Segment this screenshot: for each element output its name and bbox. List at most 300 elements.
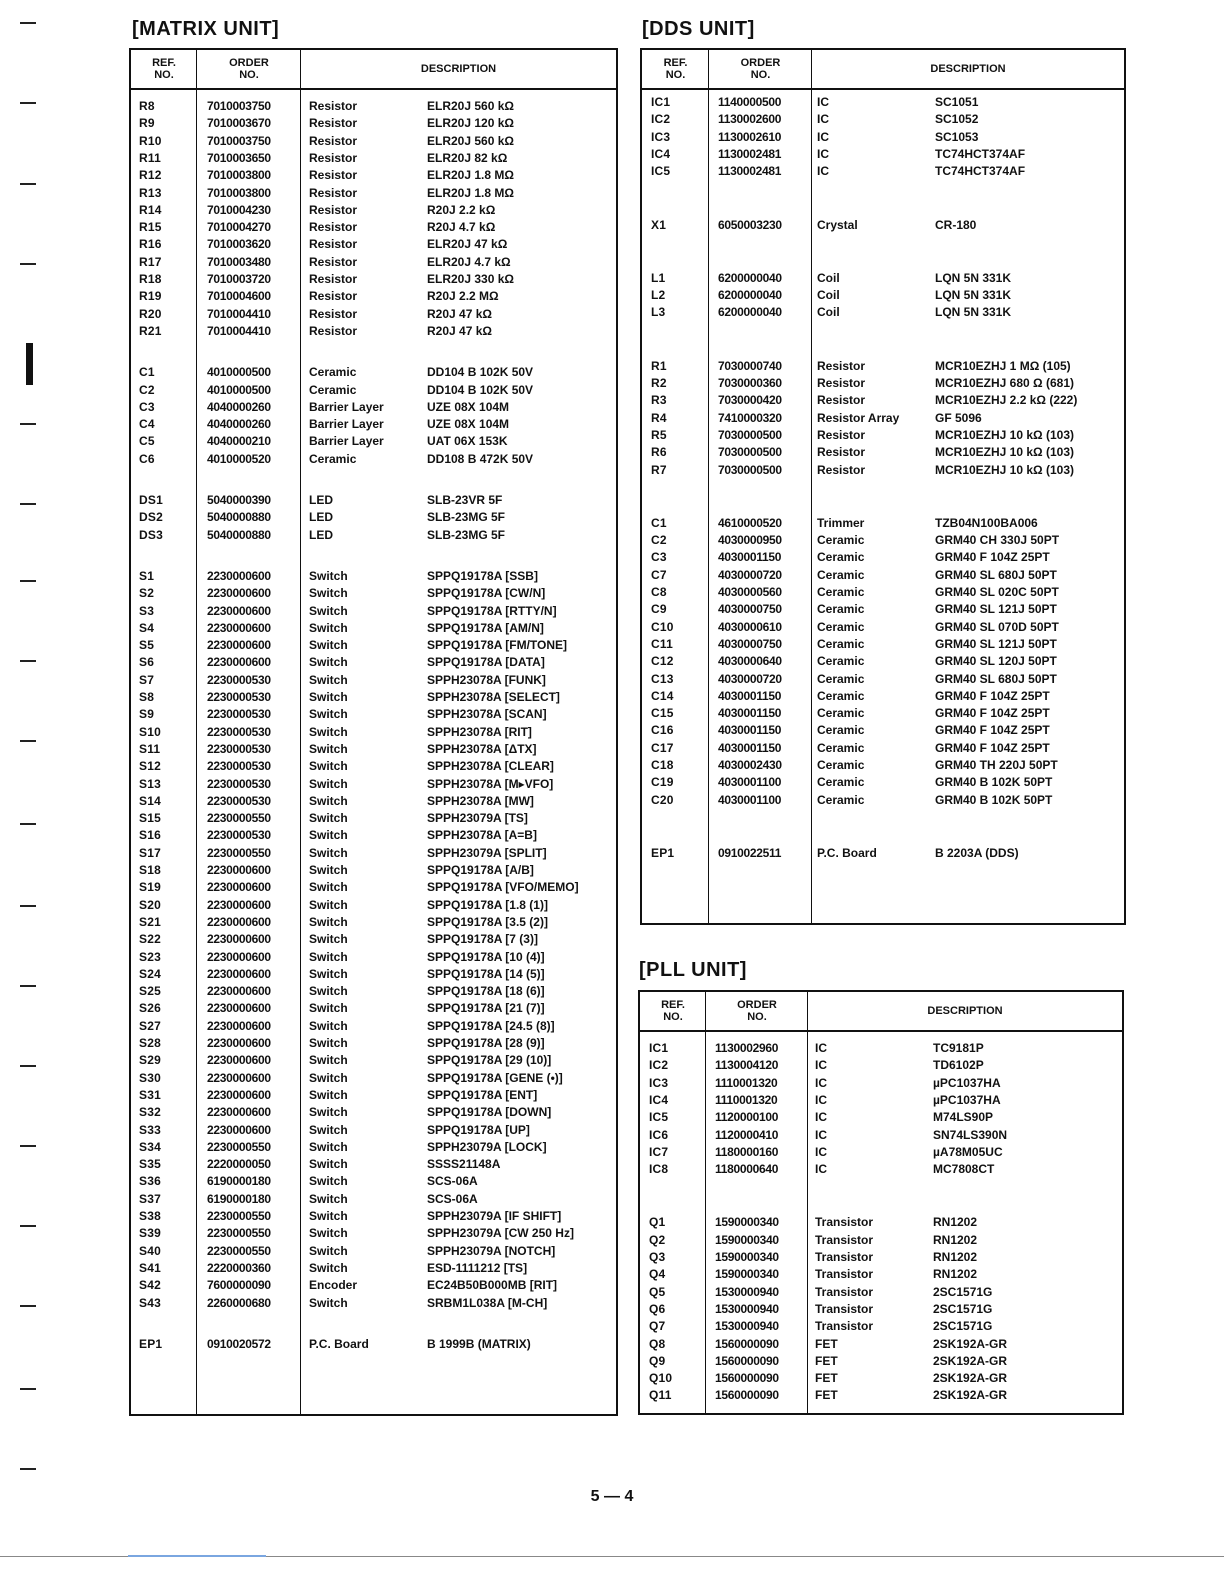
part-value-cell: 2SC1571G — [933, 1284, 993, 1299]
table-row — [131, 323, 616, 340]
table-row — [640, 1144, 1122, 1161]
table-row — [131, 1000, 616, 1017]
ref-no-cell: S35 — [139, 1157, 161, 1172]
description-header: DESCRIPTION — [420, 63, 497, 75]
part-value-cell: SPPQ19178A [RTTY/N] — [427, 603, 557, 618]
part-value-cell: GRM40 F 104Z 25PT — [935, 550, 1050, 565]
order-no-cell: 7030000500 — [718, 427, 782, 442]
part-value-cell: GRM40 F 104Z 25PT — [935, 723, 1050, 738]
part-type-cell: Switch — [309, 741, 348, 756]
table-row — [640, 1075, 1122, 1092]
part-value-cell: RN1202 — [933, 1215, 978, 1230]
table-row — [131, 1225, 616, 1242]
order-no-cell: 1130002481 — [718, 146, 782, 161]
order-no-cell: 7030000360 — [718, 376, 782, 390]
table-row — [640, 1040, 1122, 1057]
table-row — [642, 304, 1124, 321]
ref-no-cell: IC8 — [649, 1162, 669, 1177]
table-row — [642, 217, 1124, 234]
part-value-cell: 2SK192A-GR — [933, 1388, 1008, 1403]
ref-no-cell: S43 — [139, 1295, 161, 1310]
part-value-cell: SPPQ19178A [10 (4)] — [427, 949, 545, 964]
ref-no-cell: IC5 — [651, 164, 671, 179]
order-no-cell: 2230000600 — [207, 880, 271, 895]
table-row — [640, 1249, 1122, 1266]
part-type-cell: Switch — [309, 811, 348, 826]
ref-no-cell: S17 — [139, 845, 161, 860]
ref-no-cell: S31 — [139, 1087, 161, 1102]
order-no-cell: 2230000530 — [207, 707, 271, 722]
ref-no-cell: C3 — [139, 399, 155, 414]
part-value-cell: DD108 B 472K 50V — [427, 451, 534, 466]
part-value-cell: GRM40 TH 220J 50PT — [935, 758, 1058, 772]
ref-no-cell: S1 — [139, 568, 155, 583]
part-type-cell: IC — [817, 146, 829, 161]
part-value-cell: B 1999B (MATRIX) — [427, 1336, 531, 1351]
part-value-cell: SPPH23078A [SELECT] — [427, 690, 560, 704]
part-value-cell: GRM40 B 102K 50PT — [935, 775, 1053, 790]
part-type-cell: Resistor — [309, 202, 358, 217]
part-type-cell: FET — [815, 1336, 838, 1351]
part-value-cell: SPPQ19178A [3.5 (2)] — [427, 914, 548, 929]
part-type-cell: Switch — [309, 1295, 348, 1310]
order-no-cell: 4040000260 — [207, 399, 271, 414]
ref-no-cell: R8 — [139, 99, 155, 113]
part-value-cell: SPPQ19178A [1.8 (1)] — [427, 897, 548, 912]
part-value-cell: SPPH23078A [SCAN] — [427, 707, 547, 722]
part-type-cell: IC — [815, 1162, 827, 1177]
part-type-cell: Resistor — [309, 99, 358, 113]
order-no-cell: 7010004410 — [207, 306, 271, 321]
part-value-cell: SPPH23079A [IF SHIFT] — [427, 1209, 562, 1223]
table-row — [131, 620, 616, 637]
table-row — [131, 1173, 616, 1190]
ref-no-cell: Q5 — [649, 1284, 666, 1299]
ref-no-cell: S38 — [139, 1209, 161, 1223]
table-row — [131, 271, 616, 288]
order-no-cell: 1130002960 — [715, 1041, 779, 1055]
table-row — [131, 1243, 616, 1260]
order-no-cell: 2230000530 — [207, 759, 271, 774]
table-row — [642, 375, 1124, 392]
ref-no-cell: S11 — [139, 741, 161, 756]
order-no-cell: 1530000940 — [715, 1319, 779, 1334]
order-no-cell: 7010003480 — [207, 254, 271, 269]
table-row — [131, 1104, 616, 1121]
part-value-cell: 2SK192A-GR — [933, 1353, 1008, 1368]
part-value-cell: SCS-06A — [427, 1174, 478, 1189]
order-no-cell: 2230000530 — [207, 776, 271, 791]
part-type-cell: Transistor — [815, 1267, 874, 1282]
punch-mark — [20, 263, 36, 265]
table-row — [131, 897, 616, 914]
order-no-cell: 2230000600 — [207, 863, 271, 877]
table-row — [131, 810, 616, 827]
part-type-cell: Ceramic — [309, 382, 357, 397]
ref-no-cell: X1 — [651, 217, 667, 232]
part-type-cell: IC — [815, 1144, 827, 1159]
order-no-cell: 4030000560 — [718, 585, 782, 599]
part-type-cell: Resistor — [309, 220, 358, 235]
ref-no-cell: C17 — [651, 740, 674, 755]
part-type-cell: Resistor — [309, 116, 358, 131]
ref-no-header: REF. NO. — [152, 57, 176, 81]
part-value-cell: ELR20J 560 kΩ — [427, 133, 515, 148]
order-no-cell: 1130002481 — [718, 164, 782, 179]
table-row — [640, 1370, 1122, 1387]
order-no-cell: 6200000040 — [718, 288, 782, 303]
ref-no-cell: R19 — [139, 289, 162, 304]
table-header — [640, 992, 1122, 1032]
part-type-cell: Ceramic — [817, 792, 865, 807]
part-type-cell: IC — [817, 95, 829, 109]
part-type-cell: P.C. Board — [309, 1336, 369, 1351]
table-row — [131, 879, 616, 896]
ref-no-cell: S29 — [139, 1053, 161, 1068]
ref-no-cell: S3 — [139, 603, 155, 618]
order-no-cell: 2230000600 — [207, 568, 271, 583]
table-row — [642, 619, 1124, 636]
part-value-cell: ELR20J 330 kΩ — [427, 272, 515, 286]
part-type-cell: Ceramic — [817, 602, 865, 617]
order-no-cell: 7030000420 — [718, 393, 782, 408]
part-type-cell: Ceramic — [309, 365, 357, 380]
ref-no-cell: S42 — [139, 1278, 161, 1293]
table-row — [642, 845, 1124, 862]
order-no-cell: 4030000640 — [718, 654, 782, 669]
ref-no-cell: Q9 — [649, 1353, 666, 1368]
part-type-cell: Switch — [309, 1260, 348, 1275]
table-row — [642, 163, 1124, 180]
part-value-cell: TD6102P — [933, 1058, 984, 1073]
order-no-cell: 1590000340 — [715, 1250, 779, 1264]
part-value-cell: SPPH23078A [RIT] — [427, 724, 532, 739]
part-type-cell: IC — [815, 1110, 827, 1125]
part-type-cell: Resistor — [309, 237, 358, 252]
ref-no-cell: S41 — [139, 1260, 161, 1275]
ref-no-cell: R7 — [651, 462, 667, 477]
part-value-cell: MCR10EZHJ 2.2 kΩ (222) — [935, 393, 1078, 408]
order-no-cell: 5040000880 — [207, 510, 271, 525]
part-value-cell: MCR10EZHJ 10 kΩ (103) — [935, 427, 1075, 442]
table-row — [131, 603, 616, 620]
ref-no-cell: Q3 — [649, 1250, 666, 1264]
order-no-cell: 6190000180 — [207, 1191, 271, 1206]
part-type-cell: Switch — [309, 949, 348, 964]
table-row — [642, 688, 1124, 705]
part-value-cell: M74LS90P — [933, 1110, 994, 1125]
ref-no-cell: S18 — [139, 863, 161, 877]
ref-no-cell: S12 — [139, 759, 161, 774]
table-row — [640, 1301, 1122, 1318]
part-value-cell: MCR10EZHJ 1 MΩ (105) — [935, 358, 1071, 373]
order-no-cell: 0910022511 — [718, 845, 782, 860]
table-row — [131, 254, 616, 271]
ref-no-cell: S8 — [139, 690, 155, 704]
matrix-parts-table — [129, 48, 618, 1416]
table-row — [131, 306, 616, 323]
ref-no-cell: S30 — [139, 1070, 161, 1085]
punch-mark — [20, 183, 36, 185]
order-no-cell: 4040000260 — [207, 417, 271, 432]
part-value-cell: R20J 47 kΩ — [427, 306, 492, 321]
part-value-cell: ELR20J 1.8 MΩ — [427, 168, 514, 183]
ref-no-header: REF. NO. — [663, 57, 688, 81]
punch-mark — [20, 580, 36, 582]
part-type-cell: Switch — [309, 1087, 348, 1102]
part-type-cell: Switch — [309, 880, 348, 895]
table-row — [642, 601, 1124, 618]
order-no-cell: 1130002610 — [718, 129, 782, 144]
table-row — [131, 1087, 616, 1104]
ref-no-cell: R4 — [651, 410, 667, 425]
order-no-cell: 0910020572 — [207, 1336, 271, 1351]
table-row — [131, 416, 616, 433]
part-value-cell: 2SK192A-GR — [933, 1336, 1008, 1351]
ref-no-cell: C9 — [651, 602, 667, 617]
order-no-cell: 1180000160 — [715, 1144, 779, 1159]
ref-no-cell: C12 — [651, 654, 674, 669]
order-no-cell: 2230000600 — [207, 586, 271, 601]
part-type-cell: Switch — [309, 1209, 348, 1223]
ref-no-cell: IC5 — [649, 1110, 669, 1125]
part-type-cell: Switch — [309, 1001, 348, 1016]
part-type-cell: Ceramic — [817, 619, 865, 634]
part-value-cell: GRM40 SL 120J 50PT — [935, 654, 1057, 669]
ref-no-cell: R17 — [139, 254, 162, 269]
order-no-cell: 2230000600 — [207, 1105, 271, 1120]
scan-strip — [128, 1555, 266, 1557]
part-type-cell: IC — [815, 1092, 827, 1107]
description-header: DESCRIPTION — [930, 63, 1006, 75]
part-value-cell: RN1202 — [933, 1267, 978, 1282]
ref-no-cell: DS1 — [139, 493, 163, 507]
part-type-cell: Switch — [309, 1122, 348, 1137]
table-row — [642, 270, 1124, 287]
punch-mark — [20, 1305, 36, 1307]
table-row — [642, 774, 1124, 791]
order-no-cell: 1560000090 — [715, 1336, 779, 1351]
part-type-cell: Ceramic — [817, 654, 865, 669]
order-no-cell: 1530000940 — [715, 1301, 779, 1316]
order-no-cell: 2230000600 — [207, 1087, 271, 1102]
order-no-cell: 2230000550 — [207, 1139, 271, 1154]
part-value-cell: SPPQ19178A [DOWN] — [427, 1105, 552, 1120]
order-no-cell: 5040000390 — [207, 493, 271, 507]
order-no-cell: 4610000520 — [718, 515, 782, 530]
part-type-cell: Switch — [309, 1157, 348, 1172]
table-row — [642, 462, 1124, 479]
part-value-cell: ELR20J 47 kΩ — [427, 237, 508, 252]
order-no-header: ORDER NO. — [229, 57, 269, 81]
table-row — [131, 1122, 616, 1139]
punch-mark — [20, 905, 36, 907]
order-no-cell: 2230000530 — [207, 741, 271, 756]
table-header — [642, 50, 1124, 90]
order-no-cell: 6190000180 — [207, 1174, 271, 1189]
table-row — [642, 584, 1124, 601]
part-type-cell: Resistor — [309, 150, 358, 165]
part-value-cell: R20J 4.7 kΩ — [427, 220, 496, 235]
part-value-cell: SPPH23079A [CW 250 Hz] — [427, 1226, 574, 1241]
part-value-cell: SPPQ19178A [FM/TONE] — [427, 638, 568, 653]
part-type-cell: Ceramic — [309, 451, 357, 466]
part-value-cell: GRM40 SL 680J 50PT — [935, 567, 1057, 582]
ref-no-cell: IC1 — [649, 1041, 669, 1055]
part-value-cell: SPPQ19178A [AM/N] — [427, 620, 544, 635]
ref-no-cell: DS2 — [139, 510, 163, 525]
part-type-cell: Switch — [309, 1070, 348, 1085]
part-value-cell: SPPQ19178A [GENE (•)] — [427, 1070, 563, 1085]
part-type-cell: Switch — [309, 828, 348, 843]
order-no-cell: 7030000500 — [718, 445, 782, 460]
ref-no-cell: DS3 — [139, 527, 163, 542]
order-no-cell: 1120000100 — [715, 1110, 779, 1125]
ref-no-cell: R21 — [139, 323, 162, 338]
part-value-cell: UZE 08X 104M — [427, 417, 510, 432]
part-value-cell: CR-180 — [935, 217, 977, 232]
ref-no-cell: S4 — [139, 620, 155, 635]
order-no-cell: 1110001320 — [715, 1092, 778, 1107]
table-row — [642, 705, 1124, 722]
order-no-cell: 4030001150 — [718, 706, 782, 721]
table-row — [131, 862, 616, 879]
order-no-cell: 2260000680 — [207, 1295, 271, 1310]
order-no-cell: 2230000600 — [207, 914, 271, 929]
order-no-cell: 2230000600 — [207, 1001, 271, 1016]
part-type-cell: Coil — [817, 288, 840, 303]
order-no-cell: 2230000600 — [207, 1122, 271, 1137]
order-no-cell: 4030001100 — [718, 775, 782, 790]
part-value-cell: SPPH23078A [A=B] — [427, 828, 537, 843]
table-row — [640, 1127, 1122, 1144]
order-no-cell: 7010003650 — [207, 150, 271, 165]
ref-no-cell: C2 — [139, 382, 155, 397]
part-type-cell: Switch — [309, 1105, 348, 1120]
table-row — [640, 1232, 1122, 1249]
order-no-cell: 4030001150 — [718, 688, 782, 703]
order-no-cell: 7010003800 — [207, 185, 271, 200]
part-type-cell: Resistor — [309, 254, 358, 269]
pll-parts-table — [638, 990, 1124, 1415]
part-value-cell: GRM40 F 104Z 25PT — [935, 688, 1050, 703]
part-type-cell: P.C. Board — [817, 845, 877, 860]
ref-no-cell: Q6 — [649, 1301, 666, 1316]
ref-no-cell: S32 — [139, 1105, 161, 1120]
order-no-cell: 2230000550 — [207, 1226, 271, 1241]
part-value-cell: LQN 5N 331K — [935, 270, 1012, 285]
ref-no-cell: IC6 — [649, 1127, 669, 1142]
ref-no-cell: R2 — [651, 376, 667, 390]
part-value-cell: SPPQ19178A [21 (7)] — [427, 1001, 545, 1016]
order-no-cell: 2230000600 — [207, 603, 271, 618]
part-type-cell: Switch — [309, 863, 348, 877]
part-type-cell: Switch — [309, 759, 348, 774]
part-value-cell: SC1053 — [935, 129, 979, 144]
part-type-cell: Switch — [309, 724, 348, 739]
part-type-cell: Ceramic — [817, 636, 865, 651]
order-no-cell: 4030000720 — [718, 671, 782, 686]
order-no-cell: 1560000090 — [715, 1388, 779, 1403]
part-type-cell: Switch — [309, 568, 348, 583]
part-value-cell: ELR20J 4.7 kΩ — [427, 254, 511, 269]
table-row — [642, 410, 1124, 427]
order-no-cell: 7030000740 — [718, 358, 782, 373]
ref-no-cell: Q1 — [649, 1215, 666, 1230]
order-no-cell: 2230000530 — [207, 672, 271, 687]
order-no-cell: 7010003720 — [207, 272, 271, 286]
order-no-cell: 1590000340 — [715, 1267, 779, 1282]
part-type-cell: Switch — [309, 1191, 348, 1206]
table-row — [131, 433, 616, 450]
ref-no-cell: IC2 — [651, 112, 671, 127]
ref-no-cell: R20 — [139, 306, 162, 321]
order-no-cell: 7010003750 — [207, 99, 271, 113]
ref-no-cell: S13 — [139, 776, 161, 791]
ref-no-cell: R5 — [651, 427, 667, 442]
table-row — [131, 966, 616, 983]
order-no-cell: 2230000600 — [207, 638, 271, 653]
order-no-cell: 1560000090 — [715, 1371, 779, 1386]
ref-no-cell: S6 — [139, 655, 155, 670]
part-type-cell: Barrier Layer — [309, 434, 384, 449]
order-no-cell: 7410000320 — [718, 410, 782, 425]
table-row — [640, 1161, 1122, 1178]
ref-no-cell: S20 — [139, 897, 161, 912]
table-row — [642, 427, 1124, 444]
part-value-cell: SPPQ19178A [18 (6)] — [427, 984, 545, 999]
ref-no-cell: C19 — [651, 775, 674, 790]
ref-no-cell: S36 — [139, 1174, 161, 1189]
order-no-cell: 2230000600 — [207, 966, 271, 981]
part-type-cell: Switch — [309, 1018, 348, 1033]
order-no-cell: 1560000090 — [715, 1353, 779, 1368]
table-row — [642, 358, 1124, 375]
table-row — [642, 444, 1124, 461]
order-no-cell: 4030000720 — [718, 567, 782, 582]
part-type-cell: Switch — [309, 914, 348, 929]
table-row — [131, 741, 616, 758]
ref-no-cell: S19 — [139, 880, 161, 895]
table-row — [131, 382, 616, 399]
binding-mark — [26, 343, 33, 385]
ref-no-cell: C7 — [651, 567, 667, 582]
table-row — [131, 724, 616, 741]
part-value-cell: SCS-06A — [427, 1191, 478, 1206]
order-no-cell: 7010003670 — [207, 116, 271, 131]
part-value-cell: SPPQ19178A [28 (9)] — [427, 1036, 545, 1050]
table-row — [642, 653, 1124, 670]
part-type-cell: Switch — [309, 1053, 348, 1068]
table-row — [642, 671, 1124, 688]
part-type-cell: Switch — [309, 776, 348, 791]
part-type-cell: IC — [815, 1075, 827, 1090]
ref-no-cell: S9 — [139, 707, 155, 722]
part-value-cell: EC24B50B000MB [RIT] — [427, 1278, 558, 1293]
part-value-cell: SPPQ19178A [ENT] — [427, 1087, 538, 1102]
ref-no-cell: R13 — [139, 185, 162, 200]
ref-no-cell: C6 — [139, 451, 155, 466]
ref-no-cell: C10 — [651, 619, 674, 634]
table-row — [642, 567, 1124, 584]
ref-no-cell: R3 — [651, 393, 667, 408]
part-value-cell: SPPH23078A [MW] — [427, 793, 534, 808]
part-type-cell: Resistor — [309, 272, 358, 286]
part-type-cell: Crystal — [817, 217, 858, 232]
table-row — [131, 931, 616, 948]
part-value-cell: 2SC1571G — [933, 1301, 993, 1316]
ref-no-cell: IC4 — [651, 146, 671, 161]
